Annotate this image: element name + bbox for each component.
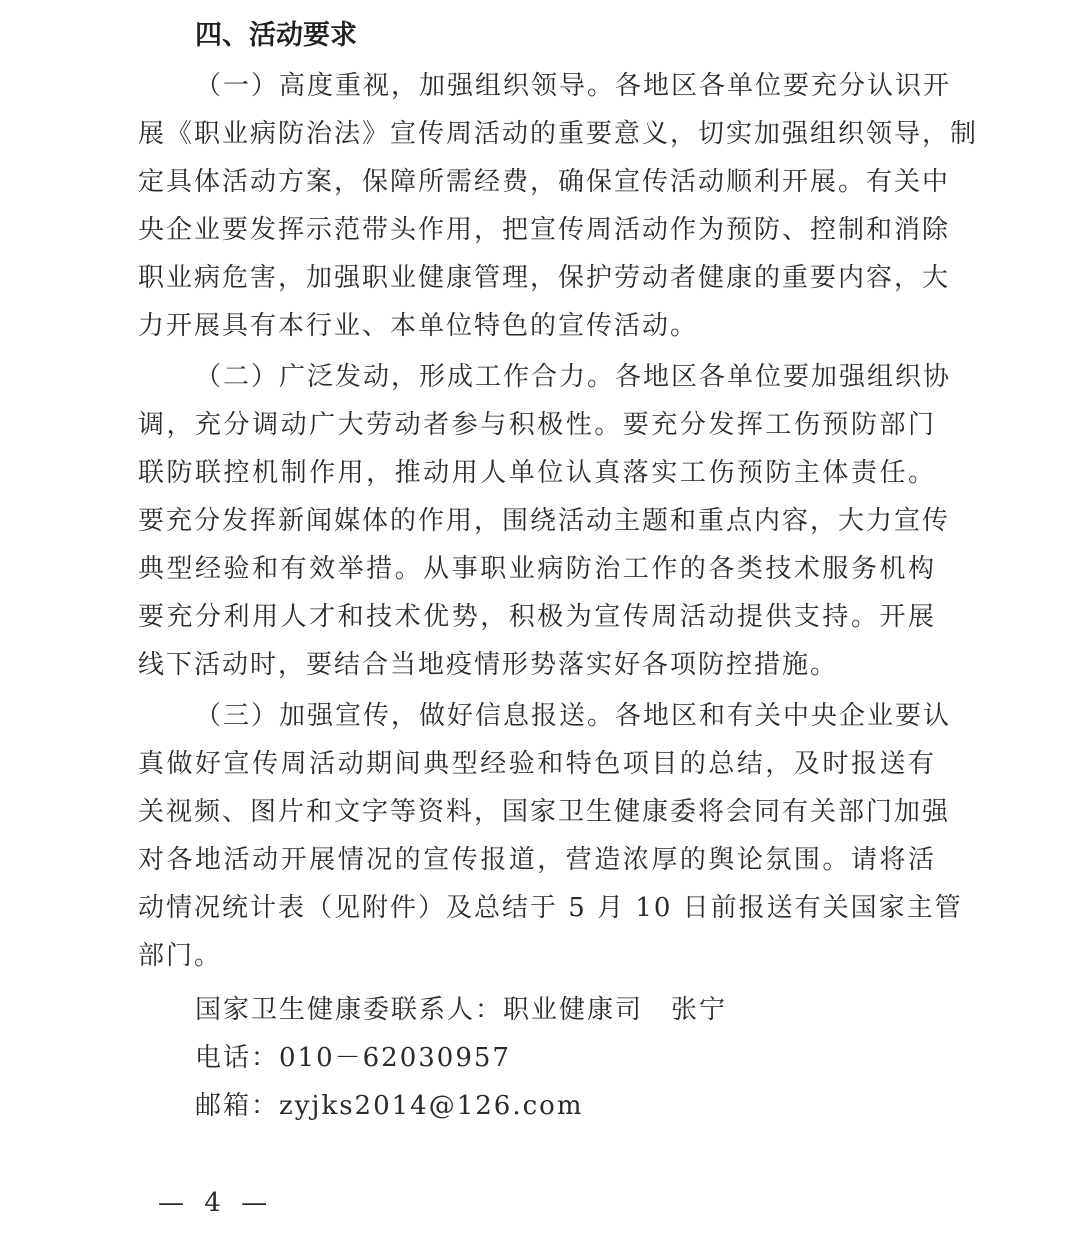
body-paragraphs bbox=[138, 62, 979, 980]
text-line: 动情况统计表（见附件）及总结于 5 月 10 日前报送有关国家主管 bbox=[138, 893, 963, 923]
document-page bbox=[138, 14, 979, 1130]
text-line: 央企业要发挥示范带头作用，把宣传周活动作为预防、控制和消除 bbox=[138, 215, 951, 245]
text-line: 关视频、图片和文字等资料，国家卫生健康委将会同有关部门加强 bbox=[138, 797, 951, 827]
text-line: 要充分发挥新闻媒体的作用，围绕活动主题和重点内容，大力宣传 bbox=[138, 506, 951, 536]
text-line: 真做好宣传周活动期间典型经验和特色项目的总结，及时报送有 bbox=[138, 749, 936, 779]
section-heading: 四、活动要求 bbox=[195, 20, 357, 51]
text-line: 展《职业病防治法》宣传周活动的重要意义，切实加强组织领导，制 bbox=[138, 119, 979, 149]
text-line: 部门。 bbox=[138, 941, 223, 971]
paragraph bbox=[138, 62, 979, 350]
text-line: 定具体活动方案，保障所需经费，确保宣传活动顺利开展。有关中 bbox=[138, 167, 951, 197]
contact-block bbox=[138, 986, 936, 1130]
text-line: （三）加强宣传，做好信息报送。各地区和有关中央企业要认 bbox=[195, 701, 952, 731]
paragraph bbox=[138, 353, 952, 689]
contact-phone: 电话：010－62030957 bbox=[195, 1043, 511, 1073]
text-line: 对各地活动开展情况的宣传报道，营造浓厚的舆论氛围。请将活 bbox=[138, 845, 936, 875]
text-line: 联防联控机制作用，推动用人单位认真落实工伤预防主体责任。 bbox=[138, 458, 936, 488]
text-line: 调，充分调动广大劳动者参与积极性。要充分发挥工伤预防部门 bbox=[138, 410, 936, 440]
text-line: （一）高度重视，加强组织领导。各地区各单位要充分认识开 bbox=[195, 71, 952, 101]
text-line: 职业病危害，加强职业健康管理，保护劳动者健康的重要内容，大 bbox=[138, 263, 951, 293]
contact-email: 邮箱：zyjks2014@126.com bbox=[195, 1091, 584, 1121]
paragraph bbox=[138, 692, 963, 980]
text-line: （二）广泛发动，形成工作合力。各地区各单位要加强组织协 bbox=[195, 362, 952, 392]
text-line: 要充分利用人才和技术优势，积极为宣传周活动提供支持。开展 bbox=[138, 602, 936, 632]
contact-person: 国家卫生健康委联系人：职业健康司 张宁 bbox=[195, 995, 728, 1025]
text-line: 典型经验和有效举措。从事职业病防治工作的各类技术服务机构 bbox=[138, 554, 936, 584]
text-line: 力开展具有本行业、本单位特色的宣传活动。 bbox=[138, 311, 699, 341]
page-number: — 4 — bbox=[158, 1188, 274, 1218]
text-line: 线下活动时，要结合当地疫情形势落实好各项防控措施。 bbox=[138, 650, 839, 680]
